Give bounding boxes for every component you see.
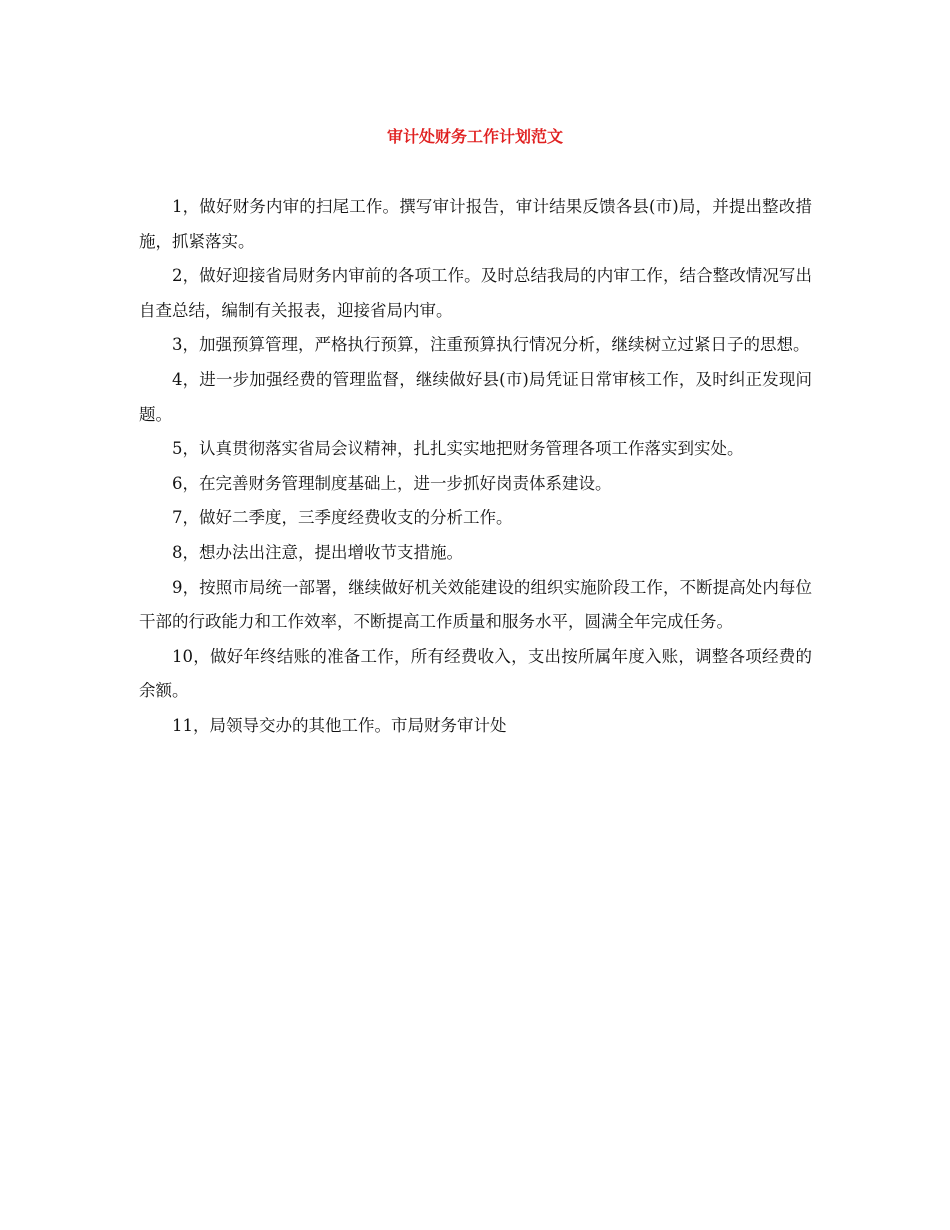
paragraph-10: 10，做好年终结账的准备工作，所有经费收入，支出按所属年度入账，调整各项经费的余额。 bbox=[139, 646, 812, 701]
paragraph-6: 6，在完善财务管理制度基础上，进一步抓好岗责体系建设。 bbox=[172, 473, 612, 493]
paragraph-8: 8，想办法出注意，提出增收节支措施。 bbox=[172, 542, 463, 562]
paragraph-1: 1，做好财务内审的扫尾工作。撰写审计报告，审计结果反馈各县(市)局，并提出整改措施，抓紧落实。 bbox=[139, 197, 812, 251]
paragraph-2: 2，做好迎接省局财务内审前的各项工作。及时总结我局的内审工作，结合整改情况写出自查总结，编制有关报表，迎接省局内审。 bbox=[139, 266, 812, 320]
document-body bbox=[139, 190, 812, 744]
paragraph-7: 7，做好二季度，三季度经费收支的分析工作。 bbox=[172, 508, 513, 528]
paragraph-5: 5，认真贯彻落实省局会议精神，扎扎实实地把财务管理各项工作落实到实处。 bbox=[172, 439, 744, 459]
paragraph-3: 3，加强预算管理，严格执行预算，注重预算执行情况分析，继续树立过紧日子的思想。 bbox=[172, 335, 810, 355]
paragraph-4: 4，进一步加强经费的管理监督，继续做好县(市)局凭证日常审核工作，及时纠正发现问题。 bbox=[139, 369, 812, 424]
page-title: 审计处财务工作计划范文 bbox=[386, 127, 563, 146]
paragraph-11: 11，局领导交办的其他工作。市局财务审计处 bbox=[172, 715, 507, 735]
paragraph-9: 9，按照市局统一部署，继续做好机关效能建设的组织实施阶段工作，不断提高处内每位干部的行政能力和工作效率，不断提高工作质量和服务水平，圆满全年完成任务。 bbox=[139, 577, 812, 632]
